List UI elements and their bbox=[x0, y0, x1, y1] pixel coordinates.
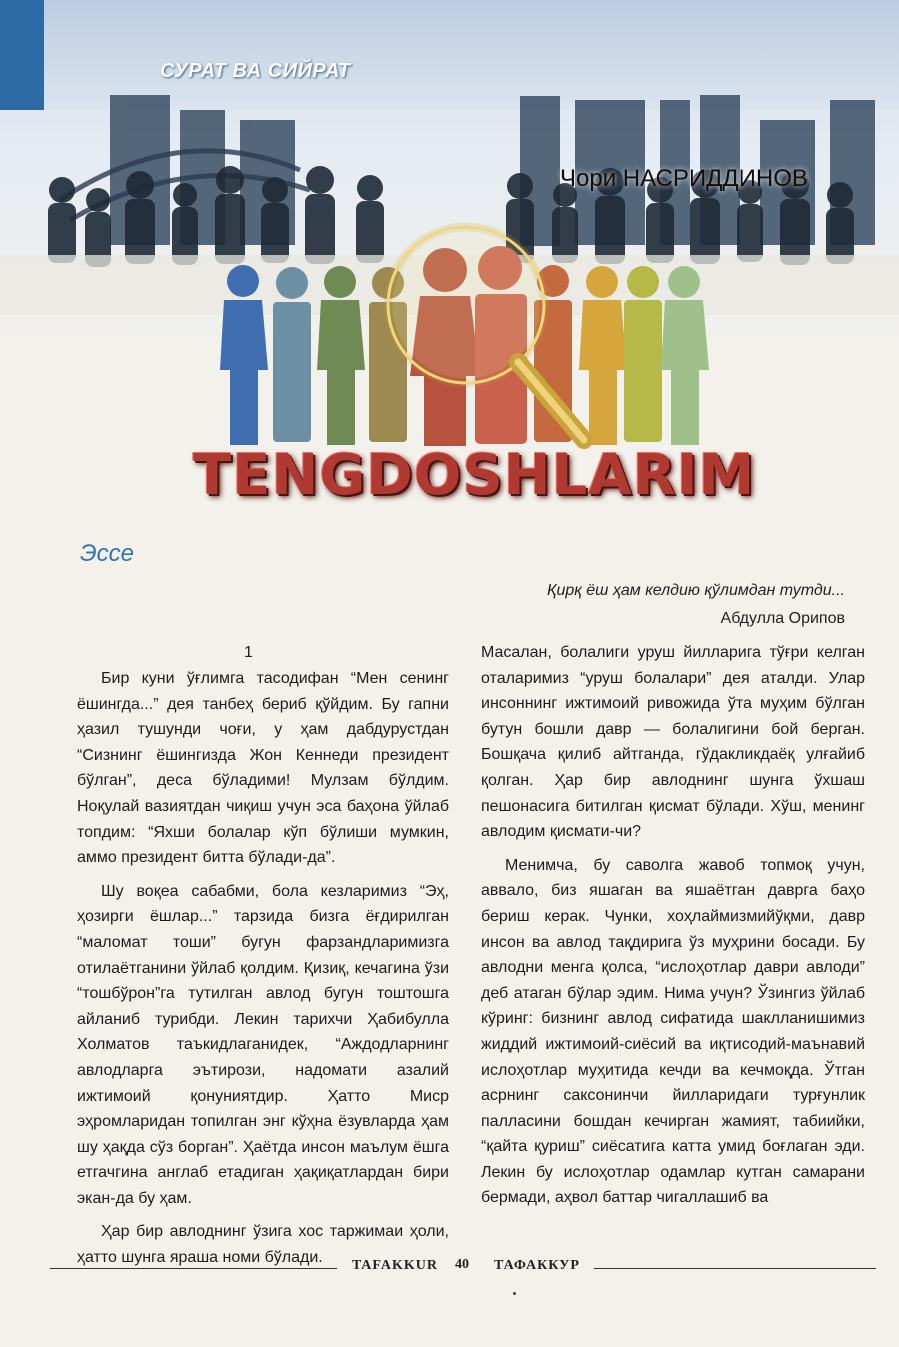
header-banner bbox=[0, 0, 899, 560]
right-column bbox=[481, 640, 865, 1219]
paragraph: Менимча, бу саволга жавоб топмоқ учун, аввало, биз яшаган ва яшаётган даврга баҳо бериш керак. Чунки, хоҳлаймизмийўқми, давр инсон ва авлод тақдирига ўз муҳрини босади. Бу авлодни менга қолса, “ислоҳотлар даври авлоди” деб атаган бўлар эдим. Нима учун? Ўзингиз ўйлаб кўринг: бизнинг авлод сифатида шаклланишимиз жиддий ижтимоий-сиёсий ва иқтисодий-маънавий ислоҳотлар муҳитида кечди ва кечмоқда. Ўтган асрнинг саксонинчи йилларидаги турғунлик палласини бошдан кечирган жамият, табиийки, “қайта қуриш” сиёсатига катта умид боғлаган эди. Лекин бу ислоҳотлар одамлар кутган самарани бермади, аҳвол баттар чигаллашиб ва bbox=[481, 856, 865, 1207]
footer-rule-left bbox=[50, 1268, 337, 1269]
genre-label: Эссе bbox=[80, 540, 134, 567]
footer-rule-right bbox=[594, 1268, 876, 1269]
epigraph: Қирқ ёш ҳам келдию қўлимдан тутди... bbox=[547, 582, 845, 599]
print-dot bbox=[513, 1292, 516, 1295]
section-label: СУРАТ ВА СИЙРАТ bbox=[160, 60, 351, 82]
paragraph: Шу воқеа сабабми, бола кезларимиз “Эҳ, ҳозирги ёшлар...” тарзида бизга ёғдирилган “маломат тоши” бугун фарзандларимизга отилаётганини ўйлаб қолдим. Қизиқ, кечагина ўзи “тошбўрон”га тутилган авлод бугун тоштошга айланиб турибди. Лекин тарихчи Ҳабибулла Холматов таъкидлаганидек, “Аждодларнинг авлодларга эътирози, надомати азалий ижтимоий қонуниятдир. Ҳатто Миср эҳромларидан топилган энг кўҳна ёзувларда ҳам шу ҳақда сўз борган”. Ҳаётда инсон маълум ёшга етгачгина англаб етадиган ҳақиқатлардан бири экан-да бу ҳам. bbox=[77, 882, 449, 1207]
epigraph-author: Абдулла Орипов bbox=[720, 610, 845, 627]
page-number: 40 bbox=[455, 1257, 469, 1272]
footer-title-latin: TAFAKKUR bbox=[352, 1258, 439, 1273]
paragraph: Масалан, болалиги уруш йилларига тўғри келган оталаримиз “уруш болалари” дея аталди. Улар инсоннинг ижтимоий ривожида ўта муҳим бўлган бутун бошли давр — болалигини бой берган. Бошқача қилиб айтганда, гўдакликдаёқ улғайиб қолган. Ҳар бир авлоднинг шунга ўхшаш пешонасига битилган қисмат бўлади. Хўш, менинг авлодим қисмати-чи? bbox=[481, 644, 865, 841]
chapter-number: 1 bbox=[244, 644, 253, 661]
paragraph: Ҳар бир авлоднинг ўзига хос таржимаи ҳоли, ҳатто шунга яраша номи бўлади. bbox=[77, 1223, 449, 1267]
footer-title-cyrillic: ТАФАККУР bbox=[494, 1258, 580, 1273]
left-column bbox=[77, 666, 449, 1279]
paragraph: Бир куни ўғлимга тасодифан “Мен сенинг ёшингда...” дея танбеҳ бериб қўйдим. Бу гапни ҳазил тушунди чоғи, у ҳам дабдурустдан “Сизнинг ёшингизда Жон Кеннеди президент бўлган”, деса бўладими! Мулзам бўлдим. Ноқулай вазиятдан чиқиш учун эса баҳона ўйлаб топдим: “Яхши болалар кўп бўлиши мумкин, аммо президент битта бўлади-да”. bbox=[77, 670, 449, 867]
article-title-logo: TENGDOSHLARIM bbox=[193, 443, 756, 508]
article-author: Чори НАСРИДДИНОВ bbox=[560, 165, 808, 192]
